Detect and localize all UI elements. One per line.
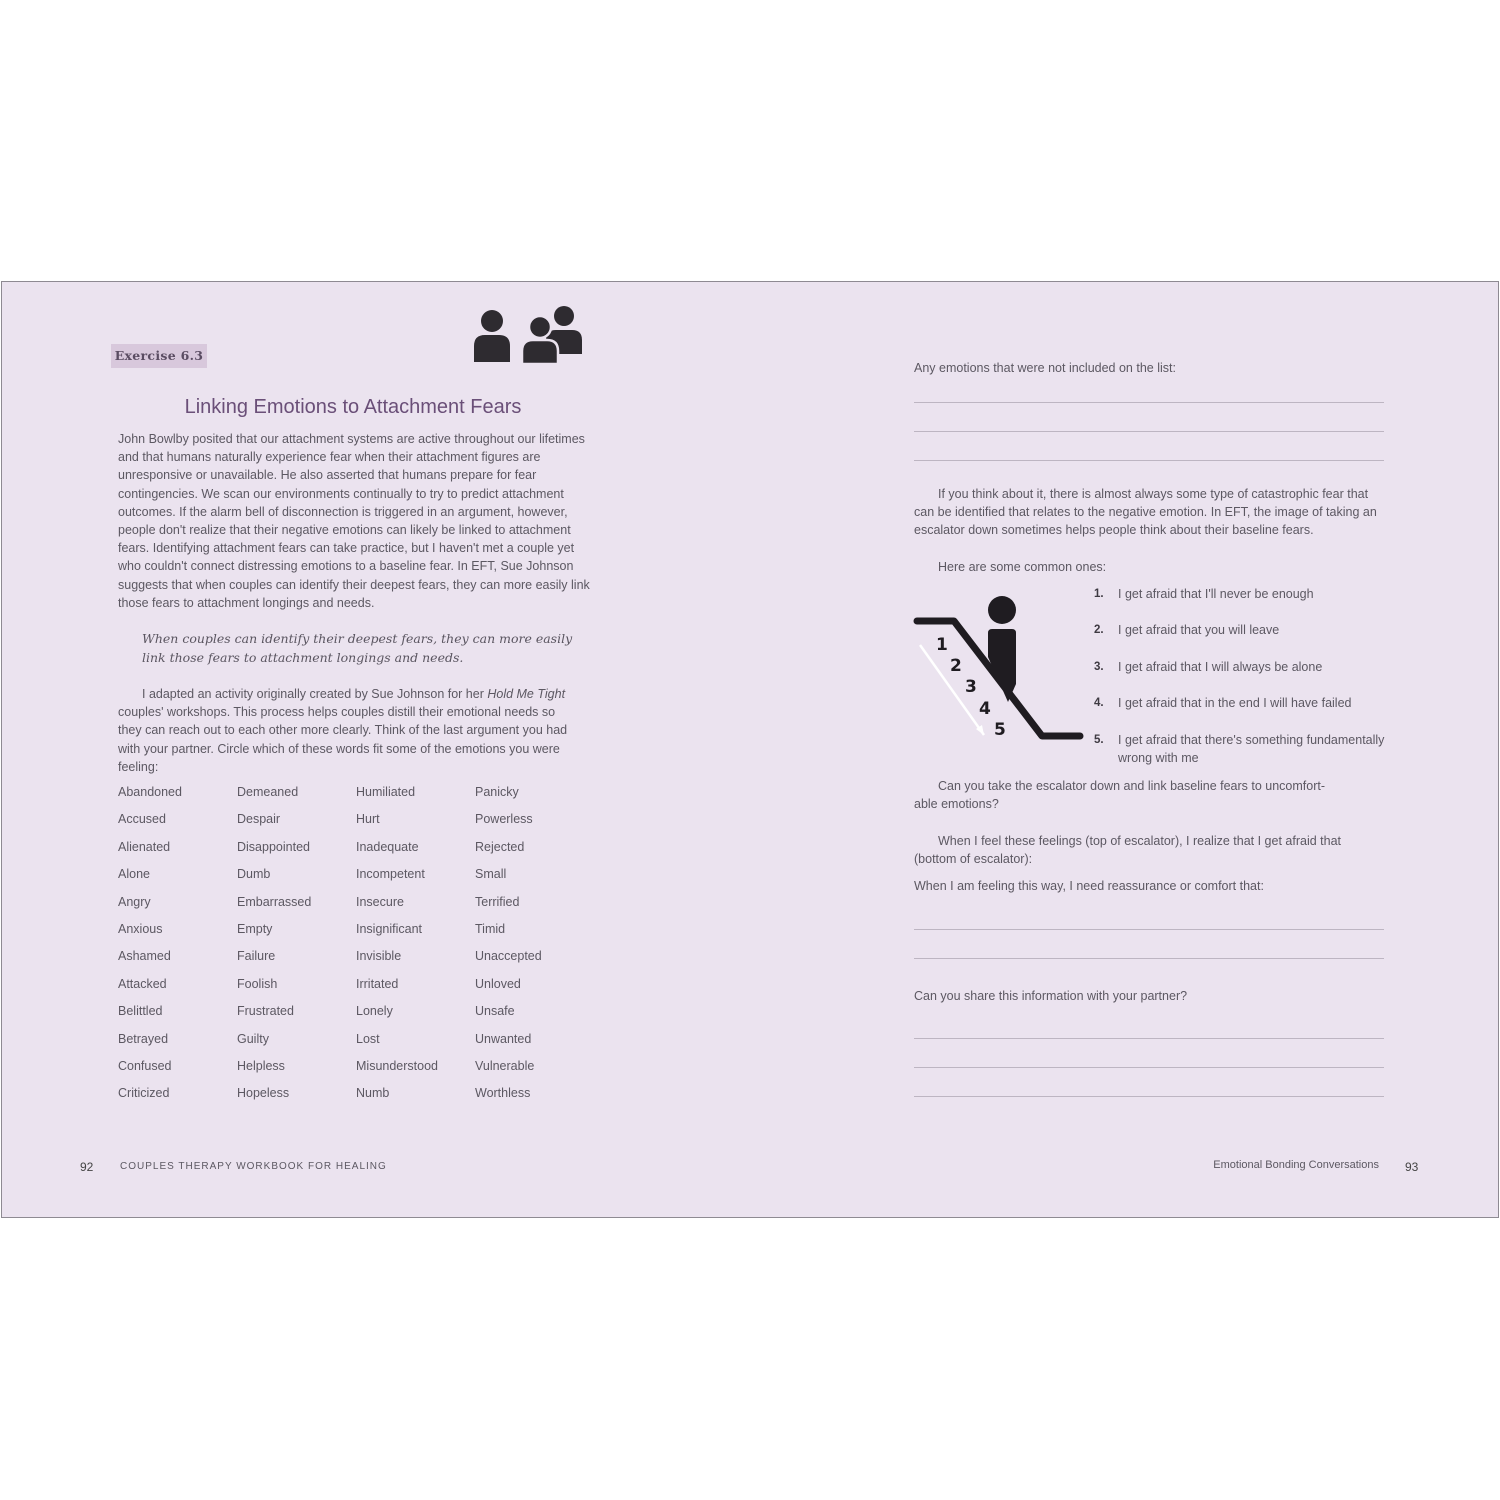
adapted-text-end: couples' workshops. This process helps couples distill their emotional needs so they can reach out to each other more clearly. Think of the last argument you had with your partner. Circle which of these words fit some of the emotions you were feeling: (118, 705, 568, 774)
emotion-word[interactable]: Betrayed (118, 1031, 169, 1046)
emotion-word[interactable]: Despair (237, 812, 281, 827)
emotion-word[interactable]: Helpless (237, 1058, 285, 1073)
answer-line[interactable] (914, 929, 1384, 930)
emotion-word[interactable]: Misunderstood (356, 1058, 438, 1073)
emotion-word[interactable]: Confused (118, 1058, 172, 1073)
emotion-word[interactable]: Lost (356, 1031, 380, 1046)
emotion-word[interactable]: Failure (237, 949, 276, 964)
emotion-word[interactable]: Inadequate (356, 839, 419, 854)
right-page-number: 93 (1405, 1160, 1419, 1174)
pull-quote: When couples can identify their deepest fears, they can more easily link those fears to attachment longings and needs. (142, 631, 573, 665)
emotion-word[interactable]: Disappointed (237, 839, 310, 854)
fear-number: 3. (1094, 661, 1104, 673)
common-fears-intro: Here are some common ones: (938, 560, 1107, 574)
escalator-step-1: 1 (936, 635, 948, 655)
emotion-word[interactable]: Worthless (475, 1086, 531, 1101)
fear-number: 5. (1094, 734, 1104, 746)
exercise-title: Linking Emotions to Attachment Fears (184, 396, 522, 418)
other-emotions-prompt: Any emotions that were not included on the list: (914, 361, 1176, 375)
answer-line[interactable] (914, 1096, 1384, 1097)
couple-icon (522, 306, 582, 364)
emotion-word[interactable]: Dumb (237, 867, 271, 882)
emotion-word[interactable]: Irritated (356, 976, 399, 991)
emotion-word[interactable]: Hurt (356, 812, 380, 827)
adapted-paragraph (118, 685, 578, 776)
emotion-word[interactable]: Insignificant (356, 921, 423, 936)
emotion-word[interactable]: Demeaned (237, 785, 299, 799)
catastrophic-fear-paragraph: If you think about it, there is almost always some type of catastrophic fear that can be identified that relates to the negative emotion. In EFT, the image of taking an escalator down sometimes helps people think about their baseline fears. (914, 487, 1377, 538)
escalator-question: Can you take the escalator down and link baseline fears to uncomfort-able emotions? (914, 779, 1326, 812)
adapted-text-start: I adapted an activity originally created by Sue Johnson for her (142, 687, 488, 701)
feelings-prompt: When I feel these feelings (top of escalator), I realize that I get afraid that (bottom of escalator): (914, 834, 1341, 867)
answer-line[interactable] (914, 460, 1384, 461)
emotion-word[interactable]: Unwanted (475, 1031, 532, 1046)
couple-icons (472, 304, 587, 366)
emotion-word[interactable]: Alienated (118, 839, 171, 854)
book-title: Hold Me Tight (487, 687, 566, 701)
answer-line[interactable] (914, 431, 1384, 432)
fear-text: I get afraid that I will always be alone (1118, 660, 1323, 674)
fear-text: I get afraid that there's something fundamentally wrong with me (1118, 733, 1385, 765)
emotion-word[interactable]: Incompetent (356, 867, 425, 882)
fear-number: 1. (1094, 588, 1104, 600)
emotion-word[interactable]: Unloved (475, 976, 521, 991)
exercise-badge: Exercise 6.3 (111, 344, 207, 368)
left-page-number: 92 (80, 1160, 94, 1174)
answer-line[interactable] (914, 958, 1384, 959)
fear-text: I get afraid that I'll never be enough (1118, 587, 1314, 601)
person-icon (474, 310, 510, 362)
emotion-word[interactable]: Panicky (475, 785, 519, 799)
answer-line[interactable] (914, 1067, 1384, 1068)
share-prompt: Can you share this information with your partner? (914, 989, 1188, 1003)
emotion-word[interactable]: Timid (475, 921, 506, 936)
right-running-title: Emotional Bonding Conversations (1213, 1159, 1379, 1171)
escalator-illustration (912, 592, 1087, 742)
emotion-word[interactable]: Humiliated (356, 785, 416, 799)
emotion-word[interactable]: Embarrassed (237, 894, 312, 909)
left-running-title: COUPLES THERAPY WORKBOOK FOR HEALING (120, 1161, 387, 1172)
book-spread (1, 281, 1499, 1218)
escalator-icon (917, 596, 1080, 736)
emotion-word[interactable]: Insecure (356, 894, 404, 909)
emotion-word[interactable]: Small (475, 867, 507, 882)
escalator-step-2: 2 (950, 656, 962, 676)
emotion-word[interactable]: Guilty (237, 1031, 269, 1046)
emotion-word[interactable]: Invisible (356, 949, 402, 964)
emotion-word[interactable]: Ashamed (118, 949, 171, 964)
emotion-word[interactable]: Attacked (118, 976, 167, 991)
emotion-word[interactable]: Terrified (475, 894, 520, 909)
emotion-word[interactable]: Abandoned (118, 785, 182, 799)
emotion-word-grid (118, 785, 588, 1114)
emotion-word[interactable]: Angry (118, 894, 151, 909)
emotion-word[interactable]: Rejected (475, 839, 525, 854)
escalator-step-5: 5 (994, 720, 1006, 740)
emotion-word[interactable]: Criticized (118, 1086, 170, 1101)
emotion-word[interactable]: Unaccepted (475, 949, 542, 964)
escalator-step-4: 4 (979, 699, 991, 719)
emotion-word[interactable]: Foolish (237, 976, 278, 991)
emotion-word[interactable]: Belittled (118, 1004, 163, 1019)
emotion-word[interactable]: Numb (356, 1086, 390, 1101)
emotion-word[interactable]: Vulnerable (475, 1058, 535, 1073)
emotion-word[interactable]: Anxious (118, 921, 163, 936)
fear-number: 2. (1094, 624, 1104, 636)
emotion-word[interactable]: Alone (118, 867, 150, 882)
emotion-word[interactable]: Accused (118, 812, 166, 827)
fear-text: I get afraid that in the end I will have failed (1118, 696, 1352, 710)
emotion-word[interactable]: Unsafe (475, 1004, 515, 1019)
emotion-word[interactable]: Powerless (475, 812, 533, 827)
fear-number: 4. (1094, 697, 1104, 709)
escalator-step-3: 3 (965, 677, 977, 697)
answer-line[interactable] (914, 402, 1384, 403)
fear-text: I get afraid that you will leave (1118, 623, 1280, 637)
emotion-word[interactable]: Frustrated (237, 1004, 294, 1019)
intro-paragraph: John Bowlby posited that our attachment systems are active throughout our lifetimes and that humans naturally experience fear when their attachment figures are unresponsive or unavailable. He also asserted that humans prepare for fear contingencies. We scan our environments continually to try to predict attachment outcomes. If the alarm bell of disconnection is triggered in an argument, however, people don't realize that their negative emotions can likely be linked to attachment fears. Identifying attachment fears can take practice, but I haven't met a couple yet who couldn't connect distressing emotions to a baseline fear. In EFT, Sue Johnson suggests that when couples can identify their deepest fears, they can more easily link those fears to attachment longings and needs. (118, 432, 590, 610)
emotion-word[interactable]: Lonely (356, 1004, 393, 1019)
answer-line[interactable] (914, 1038, 1384, 1039)
emotion-word[interactable]: Hopeless (237, 1086, 290, 1101)
emotion-word[interactable]: Empty (237, 921, 273, 936)
reassurance-prompt: When I am feeling this way, I need reassurance or comfort that: (914, 879, 1264, 893)
